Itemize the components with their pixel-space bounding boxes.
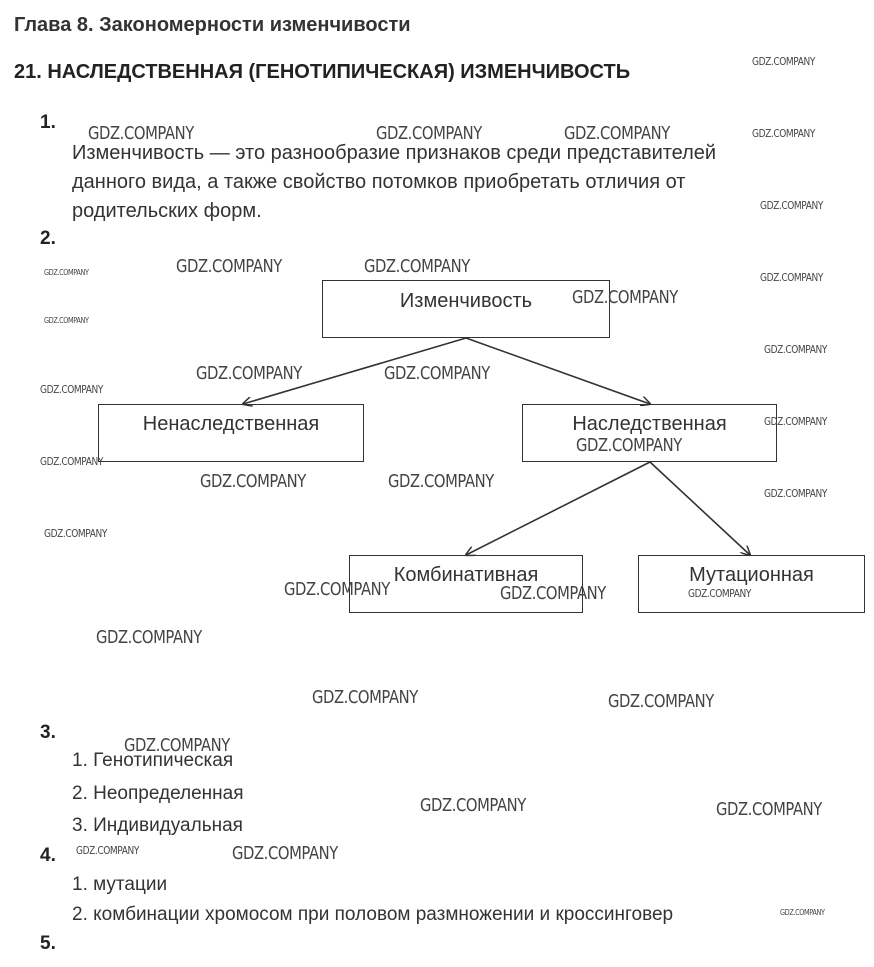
task3-item-3: 3. Индивидуальная bbox=[72, 815, 243, 836]
watermark: GDZ.COMPANY bbox=[40, 455, 103, 468]
task1-line-2: данного вида, а также свойство потомков приобретать отличия от bbox=[72, 171, 686, 193]
watermark: GDZ.COMPANY bbox=[752, 55, 815, 68]
watermark: GDZ.COMPANY bbox=[420, 795, 526, 816]
section-title: 21. НАСЛЕДСТВЕННАЯ (ГЕНОТИПИЧЕСКАЯ) ИЗМЕНЧИВОСТЬ bbox=[14, 61, 631, 83]
watermark: GDZ.COMPANY bbox=[124, 735, 230, 756]
watermark: GDZ.COMPANY bbox=[688, 587, 751, 600]
task4-item-2: 2. комбинации хромосом при половом размножении и кроссинговер bbox=[72, 904, 674, 925]
watermark: GDZ.COMPANY bbox=[44, 527, 107, 540]
watermark: GDZ.COMPANY bbox=[764, 415, 827, 428]
diagram-node-combinative-label: Комбинативная bbox=[393, 564, 539, 586]
diagram-node-root bbox=[322, 280, 610, 338]
watermark: GDZ.COMPANY bbox=[608, 691, 714, 712]
watermark: GDZ.COMPANY bbox=[572, 287, 678, 308]
watermark: GDZ.COMPANY bbox=[388, 471, 494, 492]
watermark: GDZ.COMPANY bbox=[200, 471, 306, 492]
watermark: GDZ.COMPANY bbox=[96, 627, 202, 648]
arrow-hereditary-to-mutational bbox=[650, 462, 750, 555]
arrow-root-to-hereditary bbox=[466, 338, 650, 404]
task-number-2: 2. bbox=[40, 228, 56, 249]
watermark: GDZ.COMPANY bbox=[716, 799, 822, 820]
watermark: GDZ.COMPANY bbox=[576, 435, 682, 456]
task3-item-2: 2. Неопределенная bbox=[72, 783, 244, 804]
watermark: GDZ.COMPANY bbox=[760, 271, 823, 284]
watermark: GDZ.COMPANY bbox=[40, 383, 103, 396]
diagram-node-mutational bbox=[638, 555, 865, 613]
watermark: GDZ.COMPANY bbox=[760, 199, 823, 212]
watermark: GDZ.COMPANY bbox=[564, 123, 670, 144]
task4-item-1: 1. мутации bbox=[72, 874, 168, 895]
watermark: GDZ.COMPANY bbox=[376, 123, 482, 144]
watermark: GDZ.COMPANY bbox=[44, 268, 89, 277]
task-number-3: 3. bbox=[40, 722, 56, 743]
watermark: GDZ.COMPANY bbox=[752, 127, 815, 140]
task1-line-3: родительских форм. bbox=[72, 200, 262, 222]
diagram-node-root-label: Изменчивость bbox=[399, 290, 533, 312]
watermark: GDZ.COMPANY bbox=[196, 363, 302, 384]
watermark: GDZ.COMPANY bbox=[500, 583, 606, 604]
task1-line-1: Изменчивость — это разнообразие признаков среди представителей bbox=[72, 142, 717, 164]
diagram-node-hereditary-label: Наследственная bbox=[572, 413, 727, 435]
watermark: GDZ.COMPANY bbox=[764, 487, 827, 500]
watermark: GDZ.COMPANY bbox=[232, 843, 338, 864]
watermark: GDZ.COMPANY bbox=[780, 908, 825, 917]
watermark: GDZ.COMPANY bbox=[764, 343, 827, 356]
watermark: GDZ.COMPANY bbox=[284, 579, 390, 600]
chapter-title: Глава 8. Закономерности изменчивости bbox=[14, 14, 411, 36]
task-number-4: 4. bbox=[40, 845, 56, 866]
diagram-node-mutational-label: Мутационная bbox=[689, 564, 814, 586]
watermark: GDZ.COMPANY bbox=[312, 687, 418, 708]
watermark: GDZ.COMPANY bbox=[76, 844, 139, 857]
diagram-node-nonhereditary bbox=[98, 404, 364, 462]
watermark: GDZ.COMPANY bbox=[364, 256, 470, 277]
watermark: GDZ.COMPANY bbox=[88, 123, 194, 144]
watermark: GDZ.COMPANY bbox=[384, 363, 490, 384]
watermark: GDZ.COMPANY bbox=[44, 316, 89, 325]
task3-item-1: 1. Генотипическая bbox=[72, 750, 234, 771]
task-number-1: 1. bbox=[40, 112, 56, 133]
diagram-node-nonhereditary-label: Ненаследственная bbox=[142, 413, 320, 435]
task-number-5: 5. bbox=[40, 933, 56, 954]
watermark: GDZ.COMPANY bbox=[176, 256, 282, 277]
